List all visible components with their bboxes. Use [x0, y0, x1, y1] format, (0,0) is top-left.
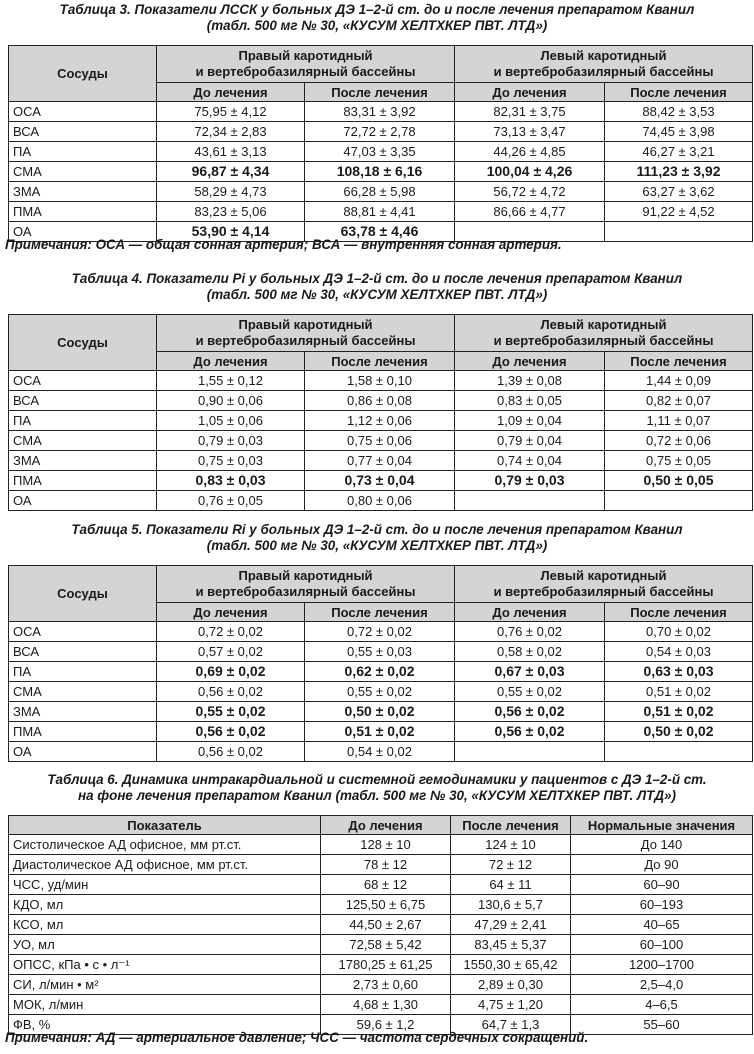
cell: 59,6 ± 1,2 [321, 1015, 451, 1035]
cell: 44,50 ± 2,67 [321, 915, 451, 935]
cell: 73,13 ± 3,47 [455, 122, 605, 142]
table4-caption-line1: Таблица 4. Показатели Pi у больных ДЭ 1–2-й ст. до и после лечения препаратом Кванил [71, 271, 683, 286]
table-row [9, 451, 753, 471]
table-row [9, 122, 753, 142]
cell: 0,67 ± 0,03 [455, 662, 605, 682]
row-name: ВСА [9, 391, 157, 411]
row-name: ЗМА [9, 182, 157, 202]
table-row [9, 662, 753, 682]
cell: 53,90 ± 4,14 [157, 222, 305, 242]
row-name: СМА [9, 682, 157, 702]
cell: 0,77 ± 0,04 [305, 451, 455, 471]
row-name: ОА [9, 222, 157, 242]
cell: 72 ± 12 [451, 855, 571, 875]
left-basin-line1: Левый каротидный [540, 317, 667, 332]
row-name: ПА [9, 142, 157, 162]
right-basin-header [157, 46, 455, 83]
cell: 100,04 ± 4,26 [455, 162, 605, 182]
cell: 0,76 ± 0,05 [157, 491, 305, 511]
cell: 1,55 ± 0,12 [157, 371, 305, 391]
row-name: МОК, л/мин [9, 995, 321, 1015]
cell: 66,28 ± 5,98 [305, 182, 455, 202]
cell: 74,45 ± 3,98 [605, 122, 753, 142]
cell: 86,66 ± 4,77 [455, 202, 605, 222]
after-header: После лечения [305, 352, 455, 371]
cell: 1780,25 ± 61,25 [321, 955, 451, 975]
cell: 1,44 ± 0,09 [605, 371, 753, 391]
cell: 0,56 ± 0,02 [157, 722, 305, 742]
cell: 1,39 ± 0,08 [455, 371, 605, 391]
cell: 0,50 ± 0,02 [305, 702, 455, 722]
indicator-header: Показатель [9, 816, 321, 835]
table4-caption [0, 271, 754, 303]
row-name: ПА [9, 411, 157, 431]
cell [455, 491, 605, 511]
before-header: До лечения [157, 603, 305, 622]
cell: 60–90 [571, 875, 753, 895]
vessels-header: Сосуды [9, 566, 157, 622]
cell: 75,95 ± 4,12 [157, 102, 305, 122]
right-basin-line1: Правый каротидный [238, 317, 373, 332]
cell: 0,75 ± 0,05 [605, 451, 753, 471]
before-header: До лечения [455, 352, 605, 371]
cell: 0,75 ± 0,03 [157, 451, 305, 471]
cell: 1200–1700 [571, 955, 753, 975]
cell: 2,5–4,0 [571, 975, 753, 995]
cell: 91,22 ± 4,52 [605, 202, 753, 222]
cell: 0,57 ± 0,02 [157, 642, 305, 662]
left-basin-line2: и вертебробазилярный бассейны [493, 333, 714, 348]
table-row [9, 142, 753, 162]
table6-caption-line2: на фоне лечения препаратом Кванил (табл. 500 мг № 30, «КУСУМ ХЕЛТХКЕР ПВТ. ЛТД») [78, 788, 676, 803]
right-basin-line1: Правый каротидный [238, 568, 373, 583]
table-row [9, 995, 753, 1015]
cell: 88,81 ± 4,41 [305, 202, 455, 222]
after-header: После лечения [605, 352, 753, 371]
cell: 1550,30 ± 65,42 [451, 955, 571, 975]
cell: 1,05 ± 0,06 [157, 411, 305, 431]
cell: 40–65 [571, 915, 753, 935]
row-name: ЧСС, уд/мин [9, 875, 321, 895]
cell: 43,61 ± 3,13 [157, 142, 305, 162]
cell [605, 222, 753, 242]
table-row [9, 162, 753, 182]
table5-caption [0, 522, 754, 554]
row-name: ОПСС, кПа • с • л⁻¹ [9, 955, 321, 975]
cell: 72,34 ± 2,83 [157, 122, 305, 142]
cell: 72,72 ± 2,78 [305, 122, 455, 142]
row-name: СМА [9, 431, 157, 451]
after-header: После лечения [451, 816, 571, 835]
cell: 2,89 ± 0,30 [451, 975, 571, 995]
cell: 0,56 ± 0,02 [455, 722, 605, 742]
table-row [9, 491, 753, 511]
cell: 0,56 ± 0,02 [455, 702, 605, 722]
cell: 0,55 ± 0,02 [455, 682, 605, 702]
table6 [8, 815, 753, 1035]
table3-caption [0, 2, 754, 34]
table-row [9, 391, 753, 411]
table-row [9, 202, 753, 222]
cell: 0,54 ± 0,02 [305, 742, 455, 762]
cell: 64,7 ± 1,3 [451, 1015, 571, 1035]
table5-caption-line1: Таблица 5. Показатели Ri у больных ДЭ 1–2-й ст. до и после лечения препаратом Кванил [71, 522, 683, 537]
cell: 58,29 ± 4,73 [157, 182, 305, 202]
cell: 0,70 ± 0,02 [605, 622, 753, 642]
cell: 47,03 ± 3,35 [305, 142, 455, 162]
left-basin-line2: и вертебробазилярный бассейны [493, 64, 714, 79]
cell: 78 ± 12 [321, 855, 451, 875]
cell: 0,62 ± 0,02 [305, 662, 455, 682]
cell: 68 ± 12 [321, 875, 451, 895]
cell: 0,55 ± 0,02 [305, 682, 455, 702]
table-row [9, 835, 753, 855]
cell: 0,56 ± 0,02 [157, 682, 305, 702]
cell: 2,73 ± 0,60 [321, 975, 451, 995]
row-name: ОА [9, 491, 157, 511]
cell: 72,58 ± 5,42 [321, 935, 451, 955]
table-row [9, 102, 753, 122]
table6-caption-line1: Таблица 6. Динамика интракардиальной и системной гемодинамики у пациентов с ДЭ 1–2-й ст. [47, 772, 707, 787]
cell: 96,87 ± 4,34 [157, 162, 305, 182]
cell: 1,11 ± 0,07 [605, 411, 753, 431]
row-name: ОСА [9, 102, 157, 122]
cell: 55–60 [571, 1015, 753, 1035]
row-name: ПА [9, 662, 157, 682]
normal-values-header: Нормальные значения [571, 816, 753, 835]
right-basin-line1: Правый каротидный [238, 48, 373, 63]
cell: 63,78 ± 4,46 [305, 222, 455, 242]
left-basin-header [455, 315, 753, 352]
cell: 4,75 ± 1,20 [451, 995, 571, 1015]
cell: 130,6 ± 5,7 [451, 895, 571, 915]
cell: 82,31 ± 3,75 [455, 102, 605, 122]
cell: 0,55 ± 0,02 [157, 702, 305, 722]
before-header: До лечения [455, 83, 605, 102]
row-name: КСО, мл [9, 915, 321, 935]
row-name: ПМА [9, 722, 157, 742]
row-name: Систолическое АД офисное, мм рт.ст. [9, 835, 321, 855]
cell: 125,50 ± 6,75 [321, 895, 451, 915]
cell: 0,79 ± 0,03 [157, 431, 305, 451]
before-header: До лечения [455, 603, 605, 622]
cell: 0,75 ± 0,06 [305, 431, 455, 451]
cell: 0,73 ± 0,04 [305, 471, 455, 491]
table3-caption-line1: Таблица 3. Показатели ЛССК у больных ДЭ 1–2-й ст. до и после лечения препаратом Кванил [59, 2, 695, 17]
table6-caption [0, 772, 754, 804]
table-row [9, 702, 753, 722]
cell: 1,09 ± 0,04 [455, 411, 605, 431]
table3-caption-line2: (табл. 500 мг № 30, «КУСУМ ХЕЛТХКЕР ПВТ. ЛТД») [206, 18, 548, 33]
row-name: СИ, л/мин • м² [9, 975, 321, 995]
cell: 83,45 ± 5,37 [451, 935, 571, 955]
cell: 88,42 ± 3,53 [605, 102, 753, 122]
left-basin-line2: и вертебробазилярный бассейны [493, 584, 714, 599]
cell: 0,56 ± 0,02 [157, 742, 305, 762]
cell [605, 491, 753, 511]
row-name: ВСА [9, 122, 157, 142]
right-basin-line2: и вертебробазилярный бассейны [195, 64, 416, 79]
table-row [9, 682, 753, 702]
cell: 0,50 ± 0,05 [605, 471, 753, 491]
table-row [9, 622, 753, 642]
cell: 128 ± 10 [321, 835, 451, 855]
table-row [9, 411, 753, 431]
table-row [9, 875, 753, 895]
after-header: После лечения [605, 603, 753, 622]
cell: 83,31 ± 3,92 [305, 102, 455, 122]
row-name: ЗМА [9, 702, 157, 722]
cell: 108,18 ± 6,16 [305, 162, 455, 182]
cell: 83,23 ± 5,06 [157, 202, 305, 222]
cell: 56,72 ± 4,72 [455, 182, 605, 202]
cell: 60–193 [571, 895, 753, 915]
cell: 124 ± 10 [451, 835, 571, 855]
cell: 0,55 ± 0,03 [305, 642, 455, 662]
table4 [8, 314, 753, 511]
row-name: ПМА [9, 471, 157, 491]
table-row [9, 975, 753, 995]
vessels-header: Сосуды [9, 315, 157, 371]
cell: 0,86 ± 0,08 [305, 391, 455, 411]
table5-caption-line2: (табл. 500 мг № 30, «КУСУМ ХЕЛТХКЕР ПВТ. ЛТД») [206, 538, 548, 553]
row-name: ОСА [9, 371, 157, 391]
table-row [9, 955, 753, 975]
table-row [9, 855, 753, 875]
row-name: ВСА [9, 642, 157, 662]
row-name: ПМА [9, 202, 157, 222]
table3-note: Примечания: ОСА — общая сонная артерия; ВСА — внутренняя сонная артерия. [5, 237, 562, 252]
table-row [9, 722, 753, 742]
table-row [9, 431, 753, 451]
right-basin-line2: и вертебробазилярный бассейны [195, 584, 416, 599]
right-basin-line2: и вертебробазилярный бассейны [195, 333, 416, 348]
table5 [8, 565, 753, 762]
cell: 63,27 ± 3,62 [605, 182, 753, 202]
cell: До 140 [571, 835, 753, 855]
table-row [9, 895, 753, 915]
row-name: ОСА [9, 622, 157, 642]
table-row [9, 642, 753, 662]
cell: 0,79 ± 0,03 [455, 471, 605, 491]
left-basin-header [455, 46, 753, 83]
cell: До 90 [571, 855, 753, 875]
before-header: До лечения [157, 83, 305, 102]
table-row [9, 915, 753, 935]
cell: 0,74 ± 0,04 [455, 451, 605, 471]
cell [455, 742, 605, 762]
table-row [9, 935, 753, 955]
cell: 47,29 ± 2,41 [451, 915, 571, 935]
cell: 0,83 ± 0,05 [455, 391, 605, 411]
row-name: ЗМА [9, 451, 157, 471]
cell: 46,27 ± 3,21 [605, 142, 753, 162]
left-basin-line1: Левый каротидный [540, 48, 667, 63]
cell: 64 ± 11 [451, 875, 571, 895]
cell: 0,82 ± 0,07 [605, 391, 753, 411]
cell: 0,63 ± 0,03 [605, 662, 753, 682]
cell: 0,72 ± 0,02 [305, 622, 455, 642]
before-header: До лечения [157, 352, 305, 371]
after-header: После лечения [605, 83, 753, 102]
cell: 0,51 ± 0,02 [305, 722, 455, 742]
table-row [9, 742, 753, 762]
row-name: Диастолическое АД офисное, мм рт.ст. [9, 855, 321, 875]
left-basin-line1: Левый каротидный [540, 568, 667, 583]
table-row [9, 182, 753, 202]
cell: 0,58 ± 0,02 [455, 642, 605, 662]
right-basin-header [157, 566, 455, 603]
cell: 4,68 ± 1,30 [321, 995, 451, 1015]
cell: 0,80 ± 0,06 [305, 491, 455, 511]
cell: 0,50 ± 0,02 [605, 722, 753, 742]
cell: 44,26 ± 4,85 [455, 142, 605, 162]
row-name: КДО, мл [9, 895, 321, 915]
cell: 4–6,5 [571, 995, 753, 1015]
cell [605, 742, 753, 762]
right-basin-header [157, 315, 455, 352]
cell: 0,54 ± 0,03 [605, 642, 753, 662]
cell: 0,83 ± 0,03 [157, 471, 305, 491]
cell: 111,23 ± 3,92 [605, 162, 753, 182]
row-name: УО, мл [9, 935, 321, 955]
table4-caption-line2: (табл. 500 мг № 30, «КУСУМ ХЕЛТХКЕР ПВТ. ЛТД») [206, 287, 548, 302]
after-header: После лечения [305, 83, 455, 102]
cell: 0,51 ± 0,02 [605, 702, 753, 722]
cell: 0,69 ± 0,02 [157, 662, 305, 682]
cell: 0,72 ± 0,06 [605, 431, 753, 451]
before-header: До лечения [321, 816, 451, 835]
cell: 60–100 [571, 935, 753, 955]
row-name: ОА [9, 742, 157, 762]
after-header: После лечения [305, 603, 455, 622]
cell: 1,12 ± 0,06 [305, 411, 455, 431]
cell: 0,90 ± 0,06 [157, 391, 305, 411]
table-row [9, 471, 753, 491]
table6-note: Примечания: АД — артериальное давление; ЧСС — частота сердечных сокращений. [5, 1030, 589, 1045]
table-row [9, 371, 753, 391]
cell: 0,79 ± 0,04 [455, 431, 605, 451]
cell: 0,51 ± 0,02 [605, 682, 753, 702]
row-name: СМА [9, 162, 157, 182]
row-name: ФВ, % [9, 1015, 321, 1035]
left-basin-header [455, 566, 753, 603]
cell: 1,58 ± 0,10 [305, 371, 455, 391]
cell: 0,76 ± 0,02 [455, 622, 605, 642]
vessels-header: Сосуды [9, 46, 157, 102]
table3 [8, 45, 753, 242]
cell: 0,72 ± 0,02 [157, 622, 305, 642]
